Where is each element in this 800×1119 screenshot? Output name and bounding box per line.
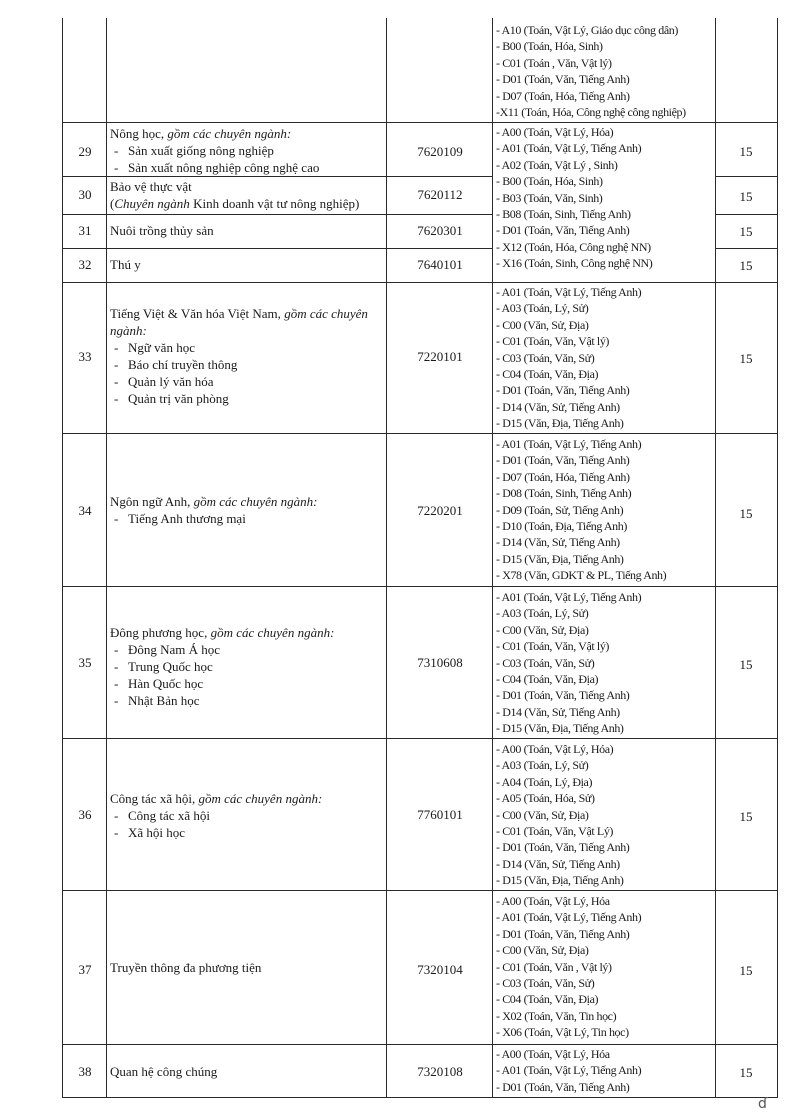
- combo-item: - D01 (Toán, Văn, Tiếng Anh): [496, 840, 630, 855]
- row-number: 34: [78, 503, 92, 518]
- margin-mark: ɗ: [758, 1096, 768, 1112]
- combo-item: - C01 (Toán, Văn, Vật Lý): [496, 823, 614, 838]
- combo-item: - A03 (Toán, Lý, Sử): [496, 301, 589, 316]
- combo-item: - A01 (Toán, Vật Lý, Tiếng Anh): [496, 910, 642, 925]
- row-number: 38: [78, 1064, 92, 1079]
- row-number: 33: [78, 349, 92, 364]
- quota-value: 15: [739, 144, 753, 159]
- border-col-quota: [715, 18, 716, 1098]
- combo-item: - C01 (Toán, Văn, Vật lý): [496, 334, 610, 349]
- row-line-partial: [62, 214, 493, 215]
- combo-item: - D01 (Toán, Văn, Tiếng Anh): [496, 688, 630, 703]
- combo-item: - X78 (Văn, GDKT & PL, Tiếng Anh): [496, 568, 667, 583]
- border-col-combo: [492, 18, 493, 1098]
- major-name: Quan hệ công chúng: [110, 1064, 218, 1079]
- row-number: 32: [78, 257, 92, 272]
- row-line: [62, 738, 778, 739]
- major-code: 7320104: [417, 962, 463, 977]
- row-line-partial: [62, 248, 493, 249]
- major-code: 7620301: [417, 223, 463, 238]
- combo-item: - D01 (Toán, Văn, Tiếng Anh): [496, 383, 630, 398]
- specialization-item: - Xã hội học: [110, 824, 322, 841]
- combo-list: [496, 589, 641, 737]
- row-number: 37: [78, 962, 92, 977]
- combo-item: - A01 (Toán, Vật Lý, Tiếng Anh): [496, 285, 642, 299]
- combo-list: [496, 284, 641, 432]
- quota-value: 15: [739, 963, 753, 978]
- specialization-item: - Sản xuất giống nông nghiệp: [110, 142, 319, 159]
- specialization-item: - Đông Nam Á học: [110, 641, 334, 658]
- major-name: Tiếng Việt & Văn hóa Việt Nam, gồm các chuyên ngành: - Ngữ văn học - Báo chí truyền thông - Quản lý văn hóa - Quản trị văn phòng: [110, 305, 368, 407]
- row-line-quota: [715, 214, 778, 215]
- combo-item: - C04 (Toán, Văn, Địa): [496, 366, 599, 381]
- combo-item: - D01 (Toán, Văn, Tiếng Anh): [496, 453, 630, 468]
- combo-item: - D15 (Văn, Địa, Tiếng Anh): [496, 551, 624, 566]
- quota-value: 15: [739, 351, 753, 366]
- row-line: [62, 1044, 778, 1045]
- combo-list: [496, 22, 686, 120]
- combo-item: - B08 (Toán, Sinh, Tiếng Anh): [496, 206, 631, 221]
- combo-item: - X16 (Toán, Sinh, Công nghệ NN): [496, 256, 653, 271]
- combo-item: - C03 (Toán, Văn, Sử): [496, 655, 595, 670]
- combo-item: - D14 (Văn, Sử, Tiếng Anh): [496, 535, 620, 550]
- specialization-item: - Tiếng Anh thương mại: [110, 510, 317, 527]
- combo-item: - D08 (Toán, Sinh, Tiếng Anh): [496, 486, 632, 501]
- major-code: 7220101: [417, 349, 463, 364]
- combo-item: - A01 (Toán, Vật Lý, Tiếng Anh): [496, 590, 642, 604]
- row-line-partial: [62, 176, 493, 177]
- border-right: [777, 18, 778, 1098]
- major-name: Nông học, gồm các chuyên ngành: - Sản xuất giống nông nghiệp - Sản xuất nông nghiệp công nghệ cao: [110, 125, 319, 176]
- row-number: 35: [78, 655, 92, 670]
- row-line: [62, 1097, 778, 1098]
- combo-item: - B00 (Toán, Hóa, Sinh): [496, 39, 603, 54]
- combo-item: - C04 (Toán, Văn, Địa): [496, 671, 599, 686]
- combo-list: [496, 893, 641, 1041]
- combo-item: - C03 (Toán, Văn, Sử): [496, 350, 595, 365]
- row-line-quota: [715, 176, 778, 177]
- combo-item: - C00 (Văn, Sử, Địa): [496, 807, 589, 822]
- combo-item: - C01 (Toán, Văn, Vật lý): [496, 639, 610, 654]
- combo-item: - A05 (Toán, Hóa, Sử): [496, 791, 595, 806]
- specialization-item: - Hàn Quốc học: [110, 675, 334, 692]
- combo-item: - A00 (Toán, Vật Lý, Hóa: [496, 1047, 610, 1061]
- combo-item: - D01 (Toán, Văn, Tiếng Anh): [496, 1079, 630, 1094]
- combo-item: - D10 (Toán, Địa, Tiếng Anh): [496, 518, 627, 533]
- major-code: 7760101: [417, 807, 463, 822]
- quota-value: 15: [739, 258, 753, 273]
- combo-item: - D01 (Toán, Văn, Tiếng Anh): [496, 72, 630, 87]
- specialization-item: - Ngữ văn học: [110, 339, 368, 356]
- row-number: 30: [78, 187, 92, 202]
- combo-item: - C01 (Toán , Văn, Vật lý): [496, 55, 612, 70]
- combo-item: - A01 (Toán, Vật Lý, Tiếng Anh): [496, 1063, 642, 1078]
- border-left: [62, 18, 63, 1098]
- combo-item: - D14 (Văn, Sử, Tiếng Anh): [496, 856, 620, 871]
- major-code: 7310608: [417, 655, 463, 670]
- combo-item: - A04 (Toán, Lý, Địa): [496, 774, 593, 789]
- combo-item: - A01 (Toán, Vật Lý, Tiếng Anh): [496, 437, 642, 451]
- row-number: 36: [78, 807, 92, 822]
- combo-item: - C01 (Toán, Văn , Vật lý): [496, 959, 612, 974]
- major-code: 7620109: [417, 144, 463, 159]
- combo-list: [496, 436, 666, 584]
- combo-item: - A01 (Toán, Vật Lý, Tiếng Anh): [496, 141, 642, 156]
- combo-item: - D14 (Văn, Sử, Tiếng Anh): [496, 399, 620, 414]
- quota-value: 15: [739, 224, 753, 239]
- combo-item: - D15 (Văn, Địa, Tiếng Anh): [496, 721, 624, 736]
- specialization-item: - Nhật Bản học: [110, 692, 334, 709]
- major-name: Bảo vệ thực vật (Chuyên ngành Kinh doanh vật tư nông nghiệp): [110, 179, 360, 211]
- quota-value: 15: [739, 189, 753, 204]
- row-line: [62, 282, 778, 283]
- major-code: 7620112: [417, 187, 463, 202]
- row-line-quota: [715, 248, 778, 249]
- combo-item: - D14 (Văn, Sử, Tiếng Anh): [496, 704, 620, 719]
- row-line: [62, 433, 778, 434]
- row-line: [62, 586, 778, 587]
- major-name: Ngôn ngữ Anh, gồm các chuyên ngành: - Tiếng Anh thương mại: [110, 493, 317, 527]
- combo-item: - X06 (Toán, Vật Lý, Tin học): [496, 1025, 629, 1040]
- specialization-item: - Quản trị văn phòng: [110, 390, 368, 407]
- combo-item: - D07 (Toán, Hóa, Tiếng Anh): [496, 469, 630, 484]
- combo-list: [496, 741, 629, 889]
- major-code: 7220201: [417, 503, 463, 518]
- quota-value: 15: [739, 657, 753, 672]
- combo-item: - A02 (Toán, Vật Lý , Sinh): [496, 157, 618, 172]
- major-name: Đông phương học, gồm các chuyên ngành: - Đông Nam Á học - Trung Quốc học - Hàn Quốc học - Nhật Bản học: [110, 624, 334, 709]
- major-name: Công tác xã hội, gồm các chuyên ngành: - Công tác xã hội - Xã hội học: [110, 790, 322, 841]
- row-line: [62, 122, 778, 123]
- specialization-item: - Sản xuất nông nghiệp công nghệ cao: [110, 159, 319, 176]
- combo-item: - D01 (Toán, Văn, Tiếng Anh): [496, 223, 630, 238]
- combo-item: -X11 (Toán, Hóa, Công nghệ công nghiệp): [496, 104, 686, 119]
- specialization-item: - Công tác xã hội: [110, 807, 322, 824]
- specialization-item: - Báo chí truyền thông: [110, 356, 368, 373]
- major-code: 7640101: [417, 257, 463, 272]
- combo-item: - A10 (Toán, Vật Lý, Giáo dục công dân): [496, 23, 678, 37]
- quota-value: 15: [739, 809, 753, 824]
- combo-item: - C00 (Văn, Sử, Địa): [496, 943, 589, 958]
- combo-item: - A00 (Toán, Vật Lý, Hóa: [496, 894, 610, 908]
- major-name: Thú y: [110, 257, 141, 272]
- combo-item: - D15 (Văn, Địa, Tiếng Anh): [496, 416, 624, 431]
- combo-item: - A00 (Toán, Vật Lý, Hóa): [496, 742, 614, 756]
- specialization-item: - Quản lý văn hóa: [110, 373, 368, 390]
- combo-list: [496, 1046, 641, 1095]
- combo-item: - A00 (Toán, Vật Lý, Hóa): [496, 125, 614, 139]
- combo-item: - C04 (Toán, Văn, Địa): [496, 992, 599, 1007]
- combo-item: - B03 (Toán, Văn, Sinh): [496, 190, 603, 205]
- row-line: [62, 890, 778, 891]
- combo-item: - D01 (Toán, Văn, Tiếng Anh): [496, 926, 630, 941]
- combo-item: - X12 (Toán, Hóa, Công nghệ NN): [496, 239, 651, 254]
- combo-item: - D07 (Toán, Hóa, Tiếng Anh): [496, 88, 630, 103]
- combo-item: - B00 (Toán, Hóa, Sinh): [496, 174, 603, 189]
- major-name: Nuôi trồng thủy sản: [110, 223, 214, 238]
- major-code: 7320108: [417, 1064, 463, 1079]
- combo-item: - D09 (Toán, Sử, Tiếng Anh): [496, 502, 624, 517]
- combo-item: - A03 (Toán, Lý, Sử): [496, 758, 589, 773]
- combo-item: - C00 (Văn, Sử, Địa): [496, 317, 589, 332]
- border-col-code: [386, 18, 387, 1098]
- row-number: 31: [78, 223, 92, 238]
- major-name: Truyền thông đa phương tiện: [110, 960, 262, 975]
- combo-item: - A03 (Toán, Lý, Sử): [496, 606, 589, 621]
- combo-list: [496, 124, 652, 272]
- combo-item: - C00 (Văn, Sử, Địa): [496, 622, 589, 637]
- combo-item: - C03 (Toán, Văn, Sử): [496, 975, 595, 990]
- combo-item: - D15 (Văn, Địa, Tiếng Anh): [496, 873, 624, 888]
- border-col-name: [106, 18, 107, 1098]
- row-number: 29: [78, 144, 92, 159]
- combo-item: - X02 (Toán, Văn, Tin học): [496, 1008, 617, 1023]
- quota-value: 15: [739, 506, 753, 521]
- specialization-item: - Trung Quốc học: [110, 658, 334, 675]
- quota-value: 15: [739, 1065, 753, 1080]
